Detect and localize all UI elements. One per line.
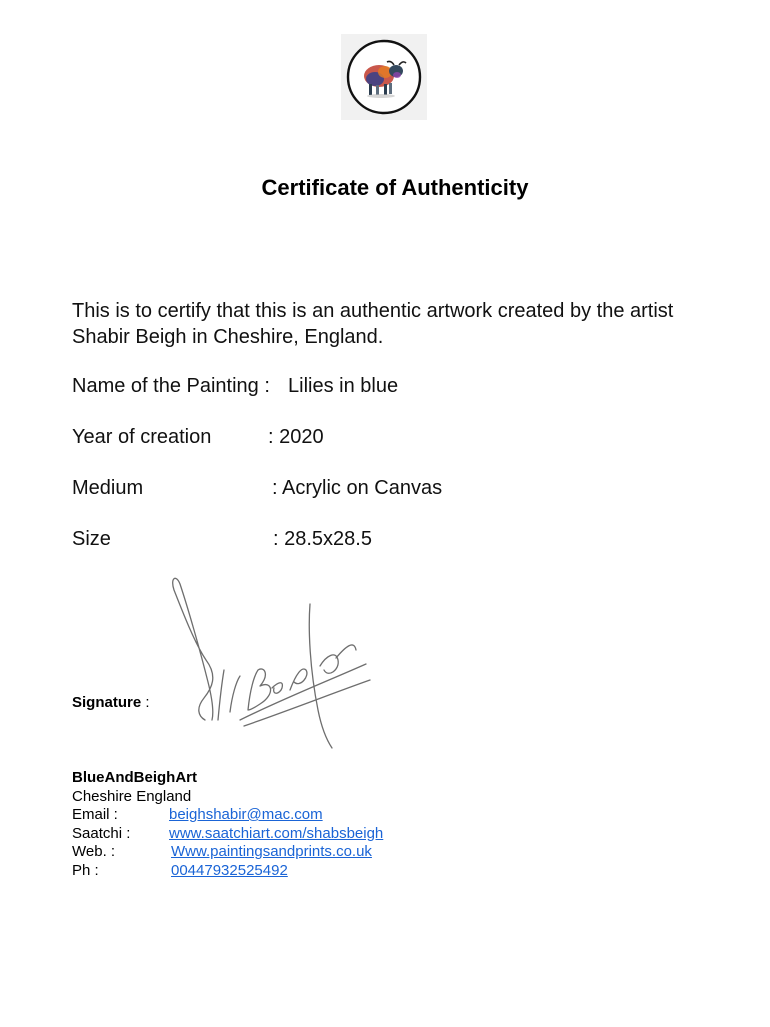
certification-statement [72,298,673,350]
bull-painting-logo-icon [341,34,427,120]
email-label: Email : [72,806,118,823]
painting-name-label: Name of the Painting : [72,375,270,397]
contact-row-saatchi [72,824,384,844]
signature-label [72,694,150,711]
saatchi-link[interactable]: www.saatchiart.com/shabsbeigh [169,824,384,842]
signature-label-text: Signature [72,694,142,711]
phone-label: Ph : [72,861,99,879]
year-label: Year of creation [72,426,212,448]
contact-row-web [72,843,372,862]
year-value: : 2020 [268,426,324,448]
saatchi-label: Saatchi : [72,824,131,842]
logo [341,34,427,120]
website-link[interactable]: Www.paintingsandprints.co.uk [171,843,372,860]
brand-name: BlueAndBeighArt [72,769,197,786]
contact-row-phone [72,861,288,881]
medium-value: : Acrylic on Canvas [272,477,443,499]
contact-location: Cheshire England [72,787,192,805]
medium-label: Medium [72,477,144,499]
size-label: Size [72,528,111,550]
size-value: : 28.5x28.5 [273,528,372,550]
contact-row-email [72,806,323,825]
web-label: Web. : [72,843,116,860]
phone-link[interactable]: 00447932525492 [171,861,288,879]
email-link[interactable]: beighshabir@mac.com [169,806,323,823]
contact-block [72,769,384,880]
signature-label-colon: : [141,694,150,711]
handwritten-signature [160,570,380,755]
certification-statement-line-2: Shabir Beigh in Cheshire, England. [72,326,384,348]
painting-name-value: Lilies in blue [288,375,399,397]
certificate-title: Certificate of Authenticity [261,175,529,200]
certification-statement-line-1: This is to certify that this is an authentic artwork created by the artist [72,300,674,322]
